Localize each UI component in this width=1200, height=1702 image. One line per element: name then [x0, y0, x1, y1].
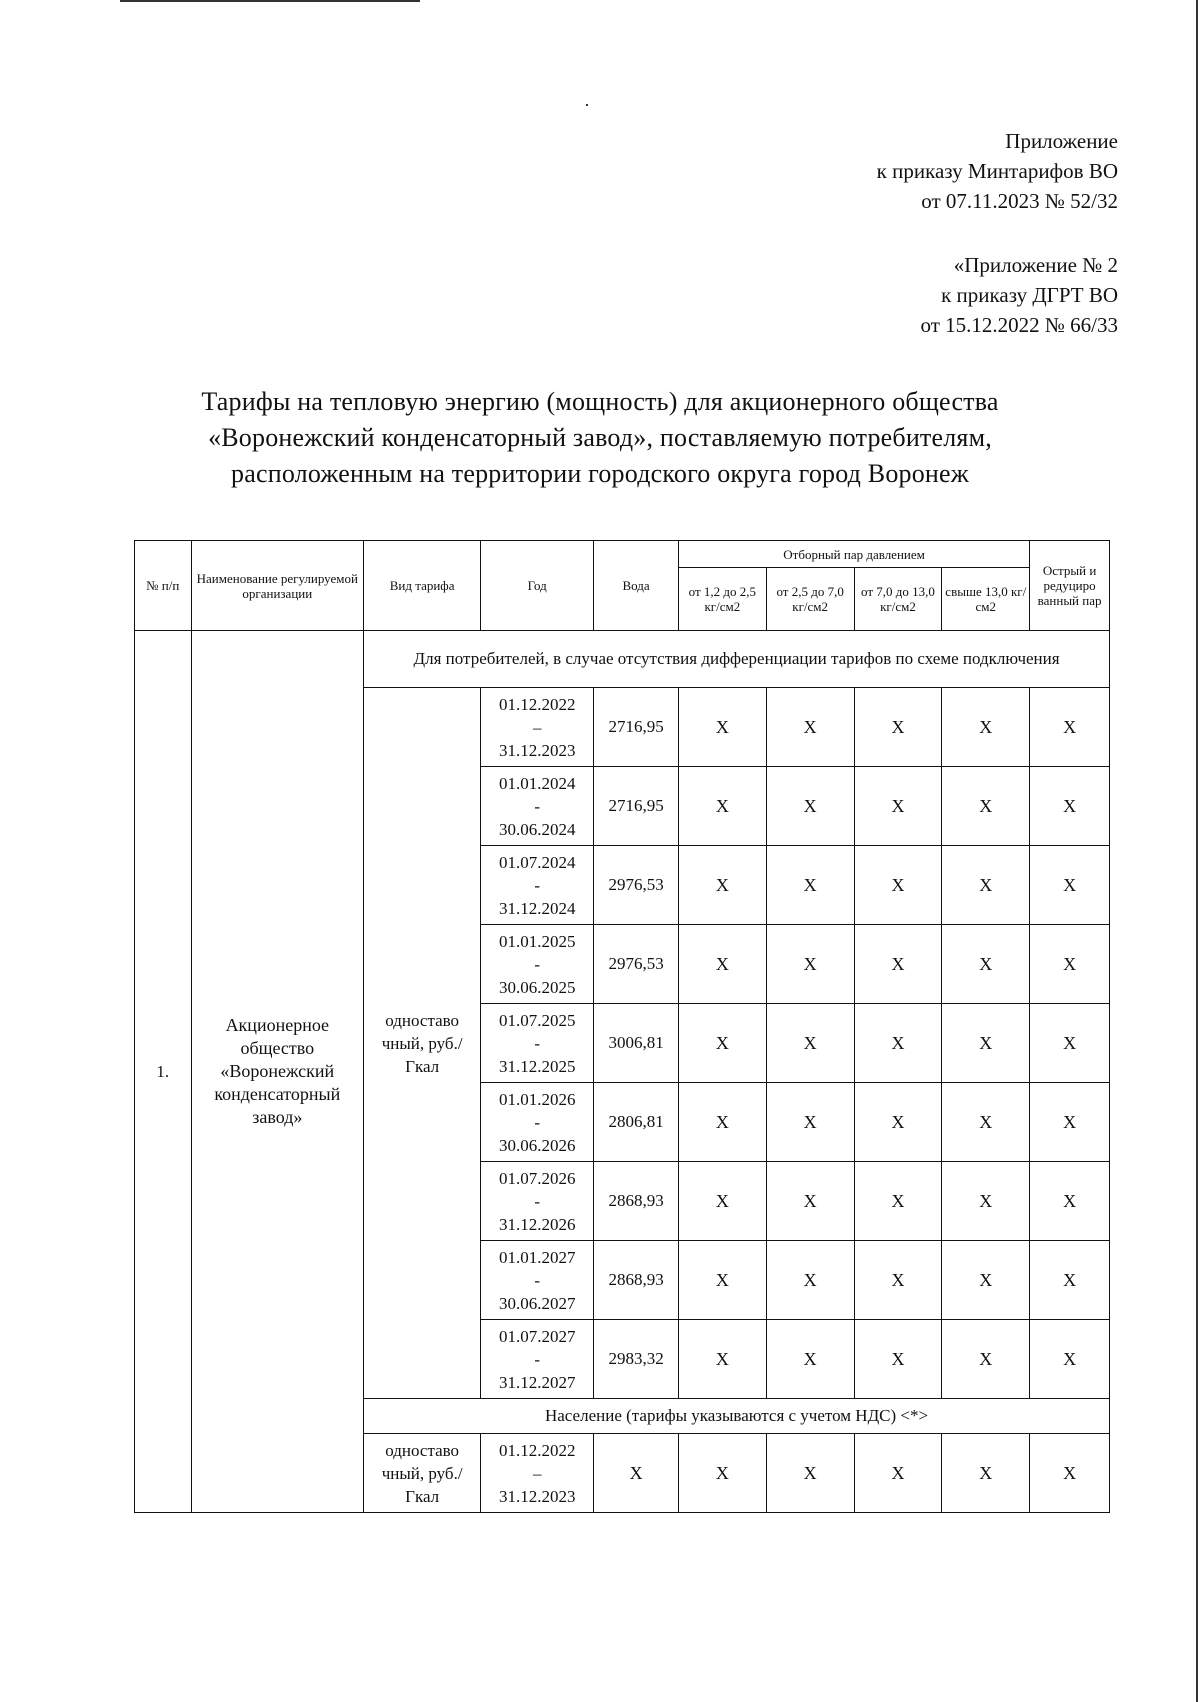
col-header-steam-3: от 7,0 до 13,0 кг/см2 [854, 568, 942, 631]
not-applicable-cell: X [678, 1241, 766, 1320]
not-applicable-cell: X [1030, 1083, 1110, 1162]
title-line: расположенным на территории городского округа город Воронеж [231, 459, 969, 488]
not-applicable-cell: X [678, 1320, 766, 1399]
not-applicable-cell: X [1030, 1004, 1110, 1083]
period-cell [481, 1083, 594, 1162]
not-applicable-cell: X [678, 1162, 766, 1241]
not-applicable-cell: X [942, 846, 1030, 925]
period-cell [481, 1162, 594, 1241]
col-header-tariff-type: Вид тарифа [364, 541, 481, 631]
period-from: 01.12.2022 [498, 694, 576, 714]
not-applicable-cell: X [854, 1241, 942, 1320]
period-separator: – [532, 717, 542, 737]
org-name: Акционерное общество «Воронежский конденсаторный завод» [191, 631, 364, 1513]
period-from: 01.07.2025 [498, 1010, 576, 1030]
period-to: 30.06.2025 [498, 977, 576, 997]
not-applicable-cell: X [766, 925, 854, 1004]
period-separator: - [534, 796, 541, 816]
not-applicable-cell: X [854, 846, 942, 925]
section-label: Для потребителей, в случае отсутствия дифференциации тарифов по схеме подключения [364, 631, 1110, 688]
not-applicable-cell: X [766, 1004, 854, 1083]
col-header-water: Вода [594, 541, 679, 631]
not-applicable-cell: X [942, 688, 1030, 767]
period-separator: - [534, 1349, 541, 1369]
period-separator: – [532, 1463, 542, 1483]
period-from: 01.12.2022 [498, 1440, 576, 1460]
period-from: 01.01.2024 [498, 773, 576, 793]
not-applicable-cell: X [766, 1320, 854, 1399]
period-cell [481, 846, 594, 925]
not-applicable-cell: X [942, 925, 1030, 1004]
tariffs-table [134, 540, 1110, 1513]
not-applicable-cell: X [854, 1434, 942, 1513]
not-applicable-cell: X [678, 1083, 766, 1162]
not-applicable-cell: X [766, 767, 854, 846]
period-to: 31.12.2023 [498, 740, 576, 760]
tariff-type: одноставо чный, руб./Гкал [364, 1434, 481, 1513]
not-applicable-cell: X [942, 1004, 1030, 1083]
period-from: 01.01.2027 [498, 1247, 576, 1267]
water-tariff: 3006,81 [594, 1004, 679, 1083]
period-from: 01.01.2025 [498, 931, 576, 951]
not-applicable-cell: X [854, 1162, 942, 1241]
period-cell [481, 688, 594, 767]
appendix-header-line: к приказу Минтарифов ВО [876, 159, 1118, 183]
water-tariff: 2868,93 [594, 1241, 679, 1320]
not-applicable-cell: X [942, 1320, 1030, 1399]
not-applicable-cell: X [854, 1004, 942, 1083]
scan-mark-top [120, 0, 420, 2]
col-header-steam-group: Отборный пар давлением [678, 541, 1029, 568]
appendix-header-line: от 07.11.2023 № 52/32 [921, 189, 1118, 213]
not-applicable-cell: X [942, 767, 1030, 846]
title-line: Тарифы на тепловую энергию (мощность) для акционерного общества [201, 387, 999, 416]
water-tariff: 2716,95 [594, 767, 679, 846]
not-applicable-cell: X [766, 1241, 854, 1320]
period-to: 31.12.2026 [498, 1214, 576, 1234]
appendix-2-header [920, 250, 1118, 340]
not-applicable-cell: X [1030, 1320, 1110, 1399]
col-header-steam-1: от 1,2 до 2,5 кг/см2 [678, 568, 766, 631]
appendix-header [877, 126, 1118, 216]
title-line: «Воронежский конденсаторный завод», поставляемую потребителям, [208, 423, 992, 452]
not-applicable-cell: X [678, 846, 766, 925]
col-header-year: Год [481, 541, 594, 631]
not-applicable-cell: X [766, 1162, 854, 1241]
water-tariff: 2716,95 [594, 688, 679, 767]
not-applicable-cell: X [678, 688, 766, 767]
appendix-header-line: «Приложение № 2 [953, 253, 1118, 277]
water-tariff: 2976,53 [594, 925, 679, 1004]
not-applicable-cell: X [942, 1162, 1030, 1241]
period-cell [481, 925, 594, 1004]
period-to: 30.06.2024 [498, 819, 576, 839]
not-applicable-cell: X [766, 846, 854, 925]
not-applicable-cell: X [942, 1434, 1030, 1513]
not-applicable-cell: X [678, 925, 766, 1004]
not-applicable-cell: X [854, 1320, 942, 1399]
not-applicable-cell: X [942, 1083, 1030, 1162]
col-header-steam-4: свыше 13,0 кг/см2 [942, 568, 1030, 631]
period-to: 30.06.2026 [498, 1135, 576, 1155]
scan-mark-right [1196, 0, 1198, 1702]
section-label: Население (тарифы указываются с учетом НДС) <*> [364, 1399, 1110, 1434]
not-applicable-cell: X [854, 1083, 942, 1162]
not-applicable-cell: X [1030, 688, 1110, 767]
period-cell [481, 1434, 594, 1513]
not-applicable-cell: X [1030, 1241, 1110, 1320]
water-tariff: 2868,93 [594, 1162, 679, 1241]
not-applicable-cell: X [678, 1434, 766, 1513]
period-cell [481, 1320, 594, 1399]
not-applicable-cell: X [678, 767, 766, 846]
water-tariff: 2976,53 [594, 846, 679, 925]
period-cell [481, 767, 594, 846]
row-number: 1. [135, 631, 192, 1513]
appendix-header-line: к приказу ДГРТ ВО [941, 283, 1118, 307]
period-to: 31.12.2023 [498, 1486, 576, 1506]
period-separator: - [534, 1033, 541, 1053]
not-applicable-cell: X [766, 688, 854, 767]
not-applicable-cell: X [1030, 925, 1110, 1004]
not-applicable-cell: X [1030, 846, 1110, 925]
tariff-type: одноставо чный, руб./Гкал [364, 688, 481, 1399]
document-title [0, 384, 1200, 492]
period-to: 31.12.2024 [498, 898, 576, 918]
not-applicable-cell: X [854, 688, 942, 767]
not-applicable-cell: X [1030, 767, 1110, 846]
not-applicable-cell: X [1030, 1434, 1110, 1513]
period-separator: - [534, 875, 541, 895]
scan-speck [586, 104, 588, 106]
period-from: 01.07.2024 [498, 852, 576, 872]
period-to: 31.12.2027 [498, 1372, 576, 1392]
period-separator: - [534, 954, 541, 974]
col-header-num: № п/п [135, 541, 192, 631]
col-header-steam-2: от 2,5 до 7,0 кг/см2 [766, 568, 854, 631]
period-from: 01.07.2027 [498, 1326, 576, 1346]
period-from: 01.07.2026 [498, 1168, 576, 1188]
water-tariff: X [594, 1434, 679, 1513]
not-applicable-cell: X [1030, 1162, 1110, 1241]
period-to: 31.12.2025 [498, 1056, 576, 1076]
period-cell [481, 1241, 594, 1320]
not-applicable-cell: X [678, 1004, 766, 1083]
not-applicable-cell: X [854, 925, 942, 1004]
not-applicable-cell: X [766, 1083, 854, 1162]
period-from: 01.01.2026 [498, 1089, 576, 1109]
period-separator: - [534, 1112, 541, 1132]
not-applicable-cell: X [854, 767, 942, 846]
period-cell [481, 1004, 594, 1083]
appendix-header-line: от 15.12.2022 № 66/33 [920, 313, 1118, 337]
period-separator: - [534, 1270, 541, 1290]
not-applicable-cell: X [942, 1241, 1030, 1320]
water-tariff: 2983,32 [594, 1320, 679, 1399]
appendix-header-line: Приложение [1005, 129, 1118, 153]
period-separator: - [534, 1191, 541, 1211]
col-header-sharp-steam: Острый и редуциро ванный пар [1030, 541, 1110, 631]
not-applicable-cell: X [766, 1434, 854, 1513]
period-to: 30.06.2027 [498, 1293, 576, 1313]
water-tariff: 2806,81 [594, 1083, 679, 1162]
col-header-org: Наименование регулируемой организации [191, 541, 364, 631]
